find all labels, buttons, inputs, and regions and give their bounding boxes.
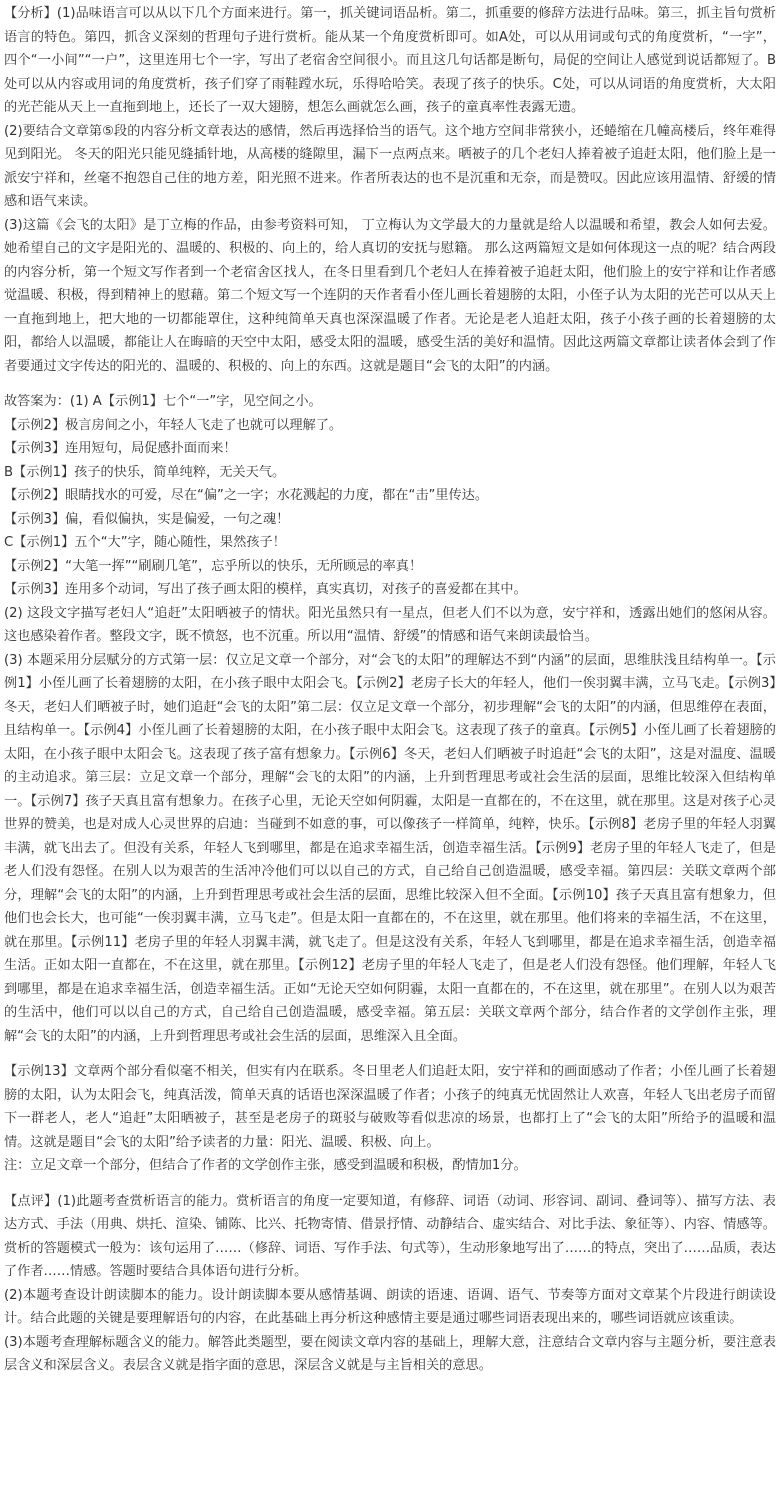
scoring-note: 注：立足文章一个部分，但结合了作者的文学创作主张，感受到温暖和积极，酌情加1分。 (4, 1158, 527, 1173)
answer-line: C【示例1】五个“大”字，随心随性，果然孩子！ (4, 535, 286, 550)
example-13-section (4, 1060, 776, 1178)
answer-paragraph-3: (3) 本题采用分层赋分的方式第一层：仅立足文章一个部分，对“会飞的太阳”的理解达不到“内涵”的层面，思维肤浅且结构单一。【示例1】小侄儿画了长着翅膀的太阳，在小孩子眼中太阳会飞。【示例2】老房子长大的年轻人，他们一俟羽翼丰满，立马飞走。【示例3】冬天，老妇人们晒被子时，她们追赶“会飞的太阳”第二层：仅立足文章一个部分，初步理解“会飞的太阳”的内涵，但思维停在表面，且结构单一。【示例4】小侄儿画了长着翅膀的太阳，在小孩子眼中太阳会飞。这表现了孩子的童真。【示例5】小侄儿画了长着翅膀的太阳，在小孩子眼中太阳会飞。这表现了孩子富有想象力。【示例6】冬天，老妇人们晒被子时追赶“会飞的太阳”，这是对温度、温暖的主动追求。第三层：立足文章一个部分，理解“会飞的太阳”的内涵，上升到哲理思考或社会生活的层面，思维比较深入但结构单一。【示例7】孩子天真且富有想象力。在孩子心里，无论天空如何阴霾，太阳是一直都在的，不在这里，就在那里。这是对孩子心灵世界的赞美，也是对成人心灵世界的启迪：当碰到不如意的事，可以像孩子一样简单，纯粹，快乐。【示例8】老房子里的年轻人羽翼丰满，就飞出去了。但没有关系，年轻人飞到哪里，都是在追求幸福生活，创造幸福生活。【示例9】老房子里的年轻人飞走了，但是老人们没有怨怪。在别人以为艰苦的生活冲冷他们可以以自己的方式，自己给自己创造温暖，感受幸福。第四层：关联文章两个部分，理解“会飞的太阳”的内涵，上升到哲理思考或社会生活的层面，思维比较深入但不全面。【示例10】孩子天真且富有想象力，但他们也会长大，也可能“一俟羽翼丰满，立马飞走”。但是太阳一直都在的，不在这里，就在那里。他们将来的幸福生活，不在这里，就在那里。【示例11】老房子里的年轻人羽翼丰满，就飞走了。但是这没有关系，年轻人飞到哪里，都是在追求幸福生活，创造幸福生活。正如太阳一直都在，不在这里，就在那里。【示例12】老房子里的年轻人飞走了，但是老人们没有怨怪。他们理解，年轻人飞到哪里，都是在追求幸福生活，创造幸福生活。正如“无论天空如何阴霾，太阳一直都在的，不在这里，就在那里”。在别人以为艰苦的生活中，他们可以以自己的方式，自己给自己创造温暖，感受幸福。第五层：关联文章两个部分，结合作者的文学创作主张，理解“会飞的太阳”的内涵，上升到哲理思考或社会生活的层面，思维深入且全面。 (4, 652, 776, 1044)
answer-section (4, 390, 776, 1048)
comment-paragraph-2: (2)本题考查设计朗读脚本的能力。设计朗读脚本要从感情基调、朗读的语速、语调、语气、节奏等方面对文章某个片段进行朗读设计。结合此题的关键是要理解语句的内容，在此基础上再分析这种感情主要是通过哪些词语表现出来的，哪些词语就应该重读。 (4, 1287, 776, 1326)
answer-line: 故答案为：(1) A【示例1】七个“一”字，见空间之小。 (4, 394, 322, 409)
answer-line: 【示例3】偏，看似偏执，实是偏爱，一句之魂！ (4, 511, 290, 527)
comment-paragraph-1: 【点评】(1)此题考查赏析语言的能力。赏析语言的角度一定要知道，有修辞、词语（动词、形容词、副词、叠词等）、描写方法、表达方式、手法（用典、烘托、渲染、铺陈、比兴、托物寄情、借景抒情、动静结合、虚实结合、对比手法、象征等）、内容、情感等。赏析的答题模式一般为：该句运用了……（修辞、词语、写作手法、句式等），生动形象地写出了……的特点，突出了……品质，表达了作者……情感。答题时要结合具体语句进行分析。 (4, 1193, 776, 1279)
example-13-paragraph: 【示例13】文章两个部分看似毫不相关，但实有内在联系。冬日里老人们追赶太阳，安宁祥和的画面感动了作者；小侄儿画了长着翅膀的太阳，认为太阳会飞，纯真活泼，简单天真的话语也深深温暖了作者；小孩子的纯真无忧固然让人欢喜，年轻人飞出老房子而留下一群老人，老人“追赶”太阳晒被子，甚至是老房子的斑驳与破败等看似悲凉的场景，也都打上了“会飞的太阳”所给予的温暖和温情。这就是题目“会飞的太阳”给予读者的力量：阳光、温暖、积极、向上。 (4, 1064, 776, 1150)
answer-line: B【示例1】孩子的快乐，简单纯粹，无关天气。 (4, 464, 286, 480)
analysis-paragraph-2: (2)要结合文章第⑤段的内容分析文章表达的感情，然后再选择恰当的语气。这个地方空间非常狭小，还蜷缩在几幢高楼后，终年难得见到阳光。 冬天的阳光只能见缝插针地，从高楼的缝隙里，漏下一点两点来。晒被子的几个老妇人捧着被子追赶太阳，他们脸上是一派安宁祥和，丝毫不抱怨自己住的地方差，阳光照不进来。作者所表达的也不是沉重和无奈，而是赞叹。因此应该用温情、舒缓的情感和语气来读。 (4, 123, 776, 209)
analysis-section (4, 2, 776, 378)
answer-line: 【示例3】连用短句，局促感扑面而来！ (4, 441, 237, 456)
comment-paragraph-3: (3)本题考查理解标题含义的能力。解答此类题型，要在阅读文章内容的基础上，理解大意，注意结合文章内容与主题分析，要注意表层含义和深层含义。表层含义就是指字面的意思，深层含义就是与主旨相关的意思。 (4, 1334, 776, 1373)
answer-line: 【示例2】眼睛找水的可爱，尽在“偏”之一字；水花溅起的力度，都在“击”里传达。 (4, 488, 489, 503)
answer-line: 【示例2】“大笔一挥”“刷刷几笔”，忘乎所以的快乐，无所顾忌的率真！ (4, 558, 423, 574)
answer-line: 【示例2】极言房间之小，年轻人飞走了也就可以理解了。 (4, 417, 343, 433)
analysis-paragraph-3: (3)这篇《会飞的太阳》是丁立梅的作品，由参考资料可知， 丁立梅认为文学最大的力量就是给人以温暖和希望，教会人如何去爱。她希望自己的文字是阳光的、温暖的、积极的、向上的，给人真切的安抚与慰籍。 那么这两篇短文是如何体现这一点的呢？结合两段的内容分析，第一个短文写作者到一个老宿舍区找人，在冬日里看到几个老妇人在捧着被子追赶太阳，他们脸上的安宁祥和让作者感觉温暖、积极，得到精神上的慰藉。第二个短文写一个连阴的天作者看小侄儿画长着翅膀的太阳，小侄子认为太阳的光芒可以从天上一直拖到地上，把大地的一切都能罩住，这种纯简单天真也深深温暖了作者。无论是老人追赶太阳，孩子小孩子画的长着翅膀的太阳，都给人以温暖，都能让人在晦暗的天空中太阳，感受太阳的温暖，感受生活的美好和温情。因此这两篇文章都让读者体会到了作者要通过文字传达的阳光的、温暖的、积极的、向上的东西。这就是题目“会飞的太阳”的内涵。 (4, 217, 776, 374)
analysis-paragraph-1: 【分析】(1)品味语言可以从以下几个方面来进行。第一，抓关键词语品析。第二，抓重要的修辞方法进行品味。第三，抓主旨句赏析语言的特色。第四，抓含义深刻的哲理句子进行赏析。能从某一个角度赏析即可。如A处，可以从用词或句式的角度赏析，“一字”，四个“一小间”“一户”，这里连用七个一字，写出了老宿舍空间很小。而且这几句话都是断句，局促的空间让人感觉到说话都短了。B处可以从内容或用词的角度赏析，孩子们穿了雨鞋蹚水玩，乐得哈哈笑。表现了孩子的快乐。C处，可以从词语的角度赏析，大太阳的光芒能从天上一直拖到地上，还长了一双大翅膀，想怎么画就怎么画，孩子的童真率性表露无遗。 (4, 6, 776, 115)
comment-section (4, 1190, 776, 1378)
answer-paragraph-2: (2) 这段文字描写老妇人“追赶”太阳晒被子的情状。阳光虽然只有一星点，但老人们不以为意，安宁祥和，透露出她们的悠闲从容。这也感染着作者。整段文字，既不愤怒，也不沉重。所以用“温情、舒缓”的情感和语气来朗读最恰当。 (4, 605, 776, 644)
answer-line: 【示例3】连用多个动词，写出了孩子画太阳的模样，真实真切，对孩子的喜爱都在其中。 (4, 582, 527, 597)
